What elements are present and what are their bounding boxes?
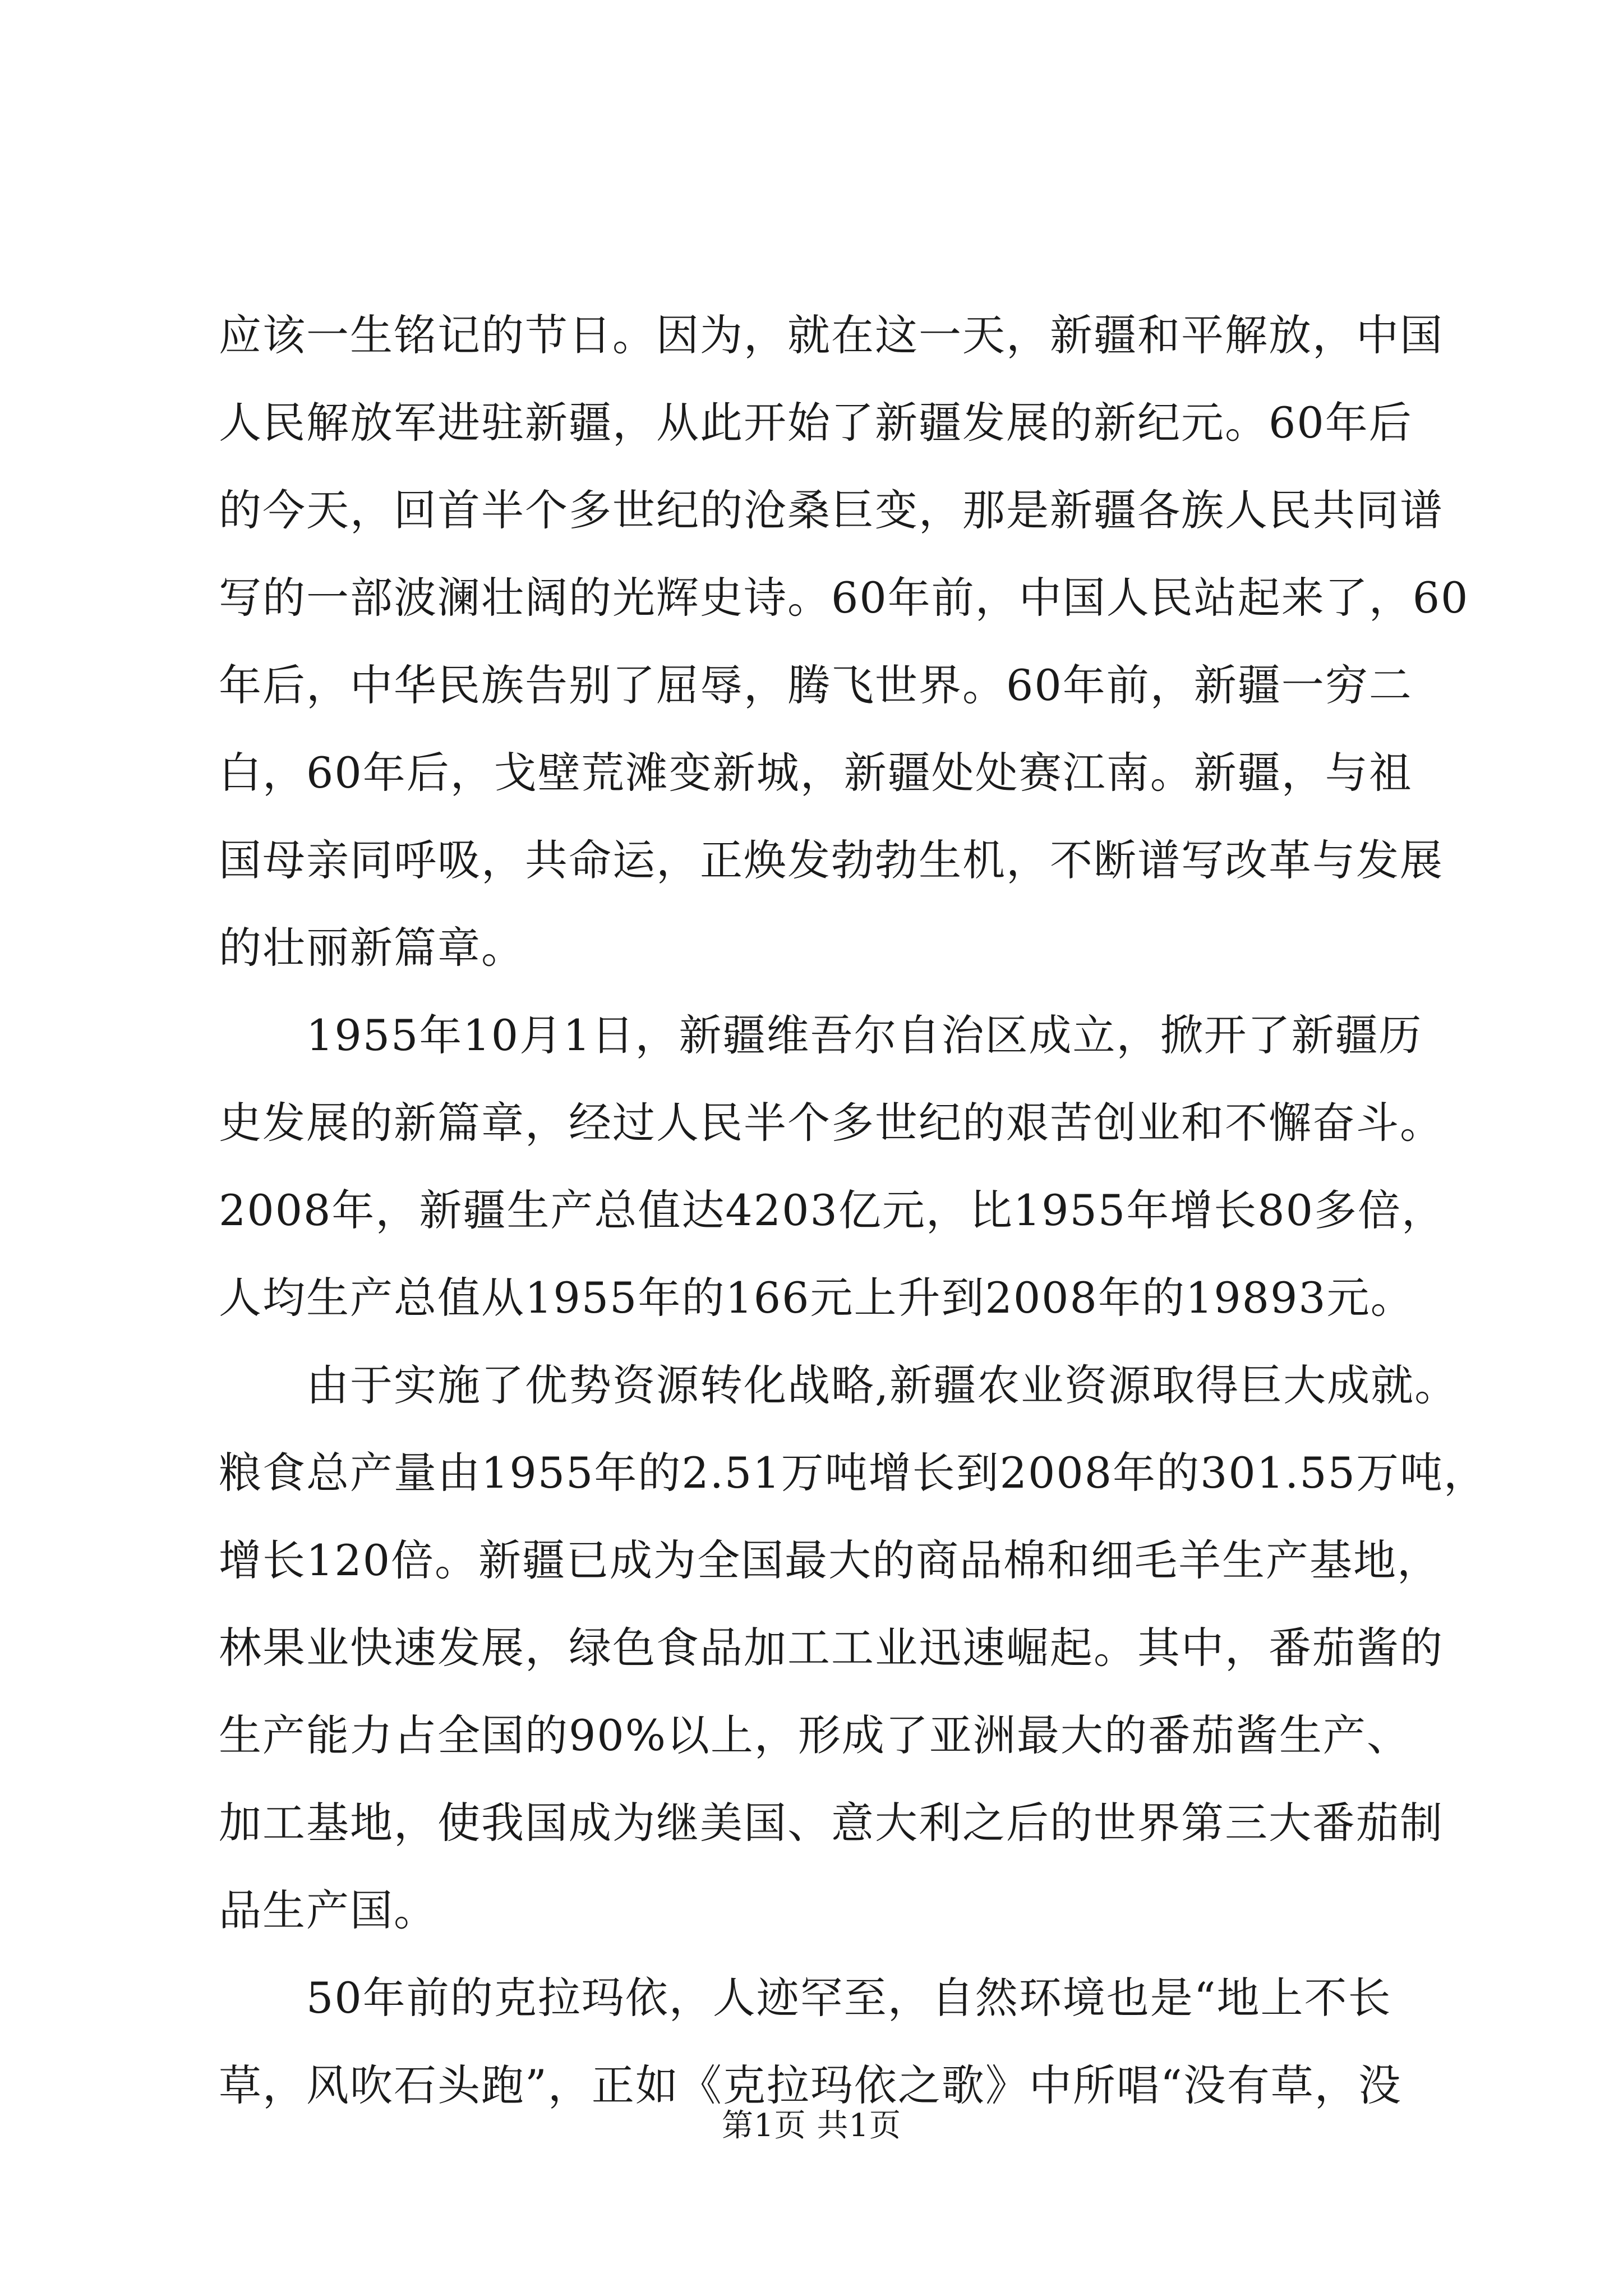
document-body [219,292,1487,2129]
text-line: 加工基地，使我国成为继美国、意大利之后的世界第三大番茄制 [219,1798,1444,1848]
text-line: 2008年，新疆生产总值达4203亿元，比1955年增长80多倍， [219,1185,1445,1235]
text-line: 史发展的新篇章，经过人民半个多世纪的艰苦创业和不懈奋斗。 [219,1098,1444,1148]
text-line: 1955年10月1日，新疆维吾尔自治区成立，掀开了新疆历 [219,1010,1423,1060]
text-line: 应该一生铭记的节日。因为，就在这一天，新疆和平解放，中国 [219,310,1444,360]
text-line: 白，60年后，戈壁荒滩变新城，新疆处处赛江南。新疆，与祖 [219,748,1413,798]
text-line: 生产能力占全国的90%以上，形成了亚洲最大的番茄酱生产、 [219,1710,1410,1760]
text-line: 增长120倍。新疆已成为全国最大的商品棉和细毛羊生产基地， [219,1535,1441,1585]
page-footer: 第1页 共1页 [721,2108,902,2144]
text-line: 草，风吹石头跑”，正如《克拉玛依之歌》中所唱“没有草，没 [219,2060,1402,2110]
text-line: 写的一部波澜壮阔的光辉史诗。60年前，中国人民站起来了，60 [219,573,1469,623]
text-line: 国母亲同呼吸，共命运，正焕发勃勃生机，不断谱写改革与发展 [219,835,1444,885]
text-line: 的今天，回首半个多世纪的沧桑巨变，那是新疆各族人民共同谱 [219,485,1444,535]
text-line: 品生产国。 [219,1885,437,1935]
text-line: 人均生产总值从1955年的166元上升到2008年的19893元。 [219,1273,1414,1323]
text-line: 林果业快速发展，绿色食品加工工业迅速崛起。其中，番茄酱的 [219,1623,1444,1673]
text-line: 50年前的克拉玛依，人迹罕至，自然环境也是“地上不长 [219,1973,1392,2023]
text-line: 粮食总产量由1955年的2.51万吨增长到2008年的301.55万吨， [219,1448,1487,1498]
text-line: 人民解放军进驻新疆，从此开始了新疆发展的新纪元。60年后 [219,398,1413,448]
text-line: 的壮丽新篇章。 [219,923,525,973]
text-line: 由于实施了优势资源转化战略,新疆农业资源取得巨大成就。 [219,1360,1459,1410]
text-line: 年后，中华民族告别了屈辱，腾飞世界。60年前，新疆一穷二 [219,660,1413,710]
